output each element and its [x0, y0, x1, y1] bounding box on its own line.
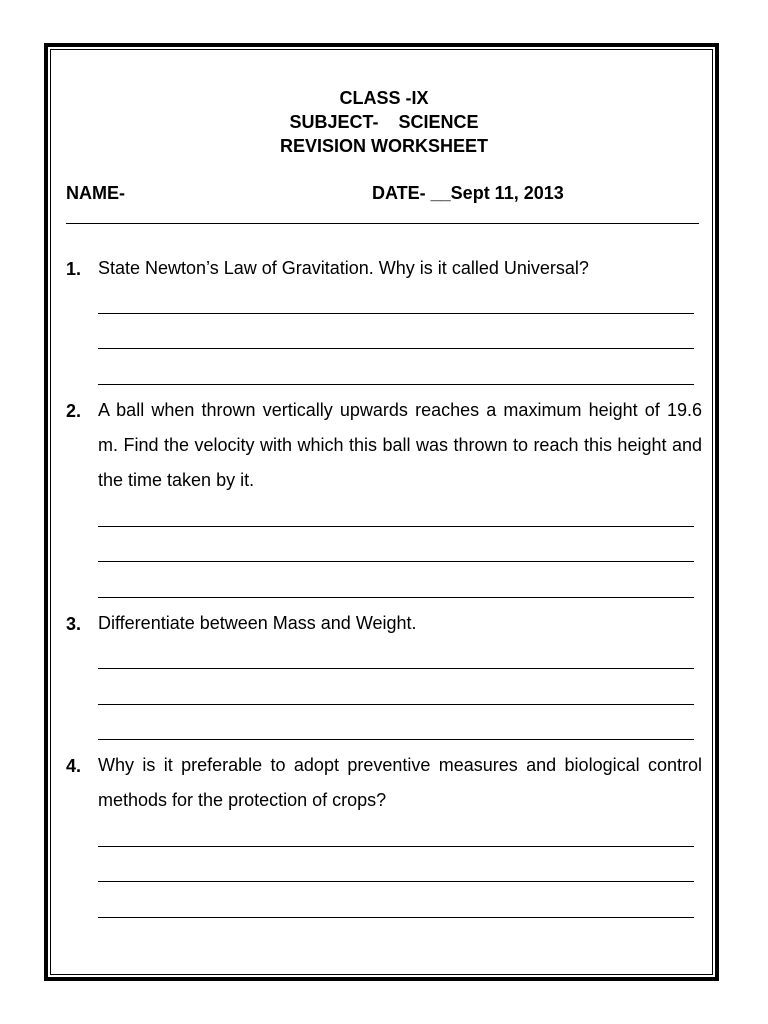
answer-line[interactable] [98, 668, 694, 669]
answer-line[interactable] [98, 881, 694, 882]
worksheet-header [0, 86, 768, 158]
answer-line[interactable] [98, 313, 694, 314]
answer-line[interactable] [98, 526, 694, 527]
question-text: A ball when thrown vertically upwards reaches a maximum height of 19.6 m. Find the velocity with which this ball was thrown to reach this height and the time taken by it. [98, 400, 702, 490]
question-number: 3. [66, 614, 82, 634]
name-label: NAME- [66, 183, 125, 203]
answer-line[interactable] [98, 739, 694, 740]
header-divider [66, 223, 699, 224]
answer-line[interactable] [98, 384, 694, 385]
date-label: DATE- __Sept 11, 2013 [372, 183, 564, 203]
question-text: State Newton’s Law of Gravitation. Why is it called Universal? [98, 258, 589, 278]
subject-label: SUBJECT- SCIENCE [289, 112, 479, 132]
answer-line[interactable] [98, 348, 694, 349]
worksheet-title: REVISION WORKSHEET [279, 136, 489, 156]
answer-line[interactable] [98, 846, 694, 847]
question-text: Why is it preferable to adopt preventive measures and biological control methods for the protection of crops? [98, 755, 702, 810]
answer-line[interactable] [98, 561, 694, 562]
answer-line[interactable] [98, 917, 694, 918]
answer-line[interactable] [98, 704, 694, 705]
question-number: 4. [66, 756, 82, 776]
question-number: 2. [66, 401, 82, 421]
answer-line[interactable] [98, 597, 694, 598]
question-text: Differentiate between Mass and Weight. [98, 613, 417, 633]
question-number: 1. [66, 259, 82, 279]
class-label: CLASS -IX [339, 88, 429, 108]
